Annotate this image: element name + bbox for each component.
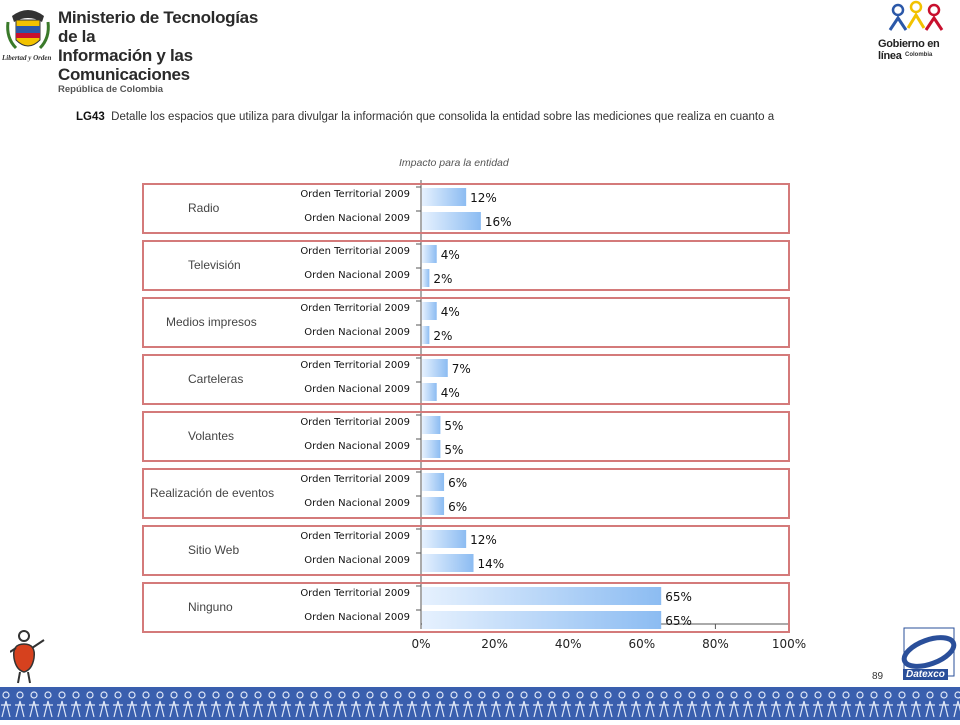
footer-figure-icon (239, 692, 249, 717)
series-label: Orden Nacional 2009 (304, 270, 410, 281)
footer-figure-icon (463, 692, 473, 717)
footer-figure-icon (141, 692, 151, 717)
x-tick-label: 60% (628, 637, 656, 651)
footer-figure-icon (169, 692, 179, 717)
bar (422, 554, 474, 572)
footer-figure-icon (225, 692, 235, 717)
category-label: Carteleras (188, 372, 244, 386)
ministry-country: República de Colombia (58, 84, 164, 95)
footer-figure-icon (85, 692, 95, 717)
series-label: Orden Nacional 2009 (304, 555, 410, 566)
footer-figure-icon (71, 692, 81, 717)
series-label: Orden Territorial 2009 (300, 417, 410, 428)
question-body: Detalle los espacios que utiliza para divulgar la información que consolida la entidad sobre las mediciones que realiza en cuanto a (111, 111, 775, 123)
footer-figure-icon (841, 692, 851, 717)
bar (422, 269, 429, 287)
footer-figure-icon (99, 692, 109, 717)
series-label: Orden Territorial 2009 (300, 588, 410, 599)
bar (422, 473, 444, 491)
footer-figure-icon (505, 692, 515, 717)
footer-figure-icon (533, 692, 543, 717)
category-label: Volantes (188, 429, 235, 443)
data-label: 7% (451, 362, 471, 376)
footer-figure-icon (855, 692, 865, 717)
footer-figure-icon (575, 692, 585, 717)
data-label: 65% (665, 590, 692, 604)
series-label: Orden Territorial 2009 (300, 303, 410, 314)
footer-figure-icon (631, 692, 641, 717)
series-label: Orden Nacional 2009 (304, 612, 410, 623)
footer-figure-icon (15, 692, 25, 717)
footer-figure-icon (281, 692, 291, 717)
footer-figure-icon (365, 692, 375, 717)
series-label: Orden Nacional 2009 (304, 441, 410, 452)
footer-figure-icon (701, 692, 711, 717)
bar (422, 611, 661, 629)
data-label: 65% (665, 614, 692, 628)
footer-figures-pattern (0, 687, 960, 720)
data-label: 12% (470, 191, 497, 205)
series-label: Orden Territorial 2009 (300, 360, 410, 371)
data-label: 16% (484, 215, 512, 229)
bar (422, 530, 466, 548)
series-label: Orden Territorial 2009 (300, 189, 410, 200)
group-box (143, 412, 789, 461)
footer-figure-icon (869, 692, 879, 717)
series-label: Orden Territorial 2009 (300, 474, 410, 485)
footer-figure-icon (449, 692, 459, 717)
footer-figure-icon (813, 692, 823, 717)
footer-figure-icon (1, 692, 11, 717)
footer-figure-icon (183, 692, 193, 717)
bar (422, 416, 440, 434)
footer-figure-icon (953, 692, 960, 717)
page-number: 89 (872, 671, 884, 682)
footer-figure-icon (547, 692, 557, 717)
bar (422, 302, 437, 320)
footer-figure-icon (519, 692, 529, 717)
data-label: 5% (444, 419, 464, 433)
category-label: Ninguno (188, 600, 233, 614)
footer-band (0, 687, 960, 720)
footer-figure-icon (295, 692, 305, 717)
footer-figure-icon (827, 692, 837, 717)
category-label: Televisión (188, 258, 241, 272)
ministry-line-2: Información y las Comunicaciones (58, 46, 193, 84)
x-tick-label: 0% (411, 637, 431, 651)
footer-figure-icon (715, 692, 725, 717)
footer-figure-icon (561, 692, 571, 717)
footer-figure-icon (491, 692, 501, 717)
series-label: Orden Territorial 2009 (300, 531, 410, 542)
footer-figure-icon (729, 692, 739, 717)
question-code: LG43 (76, 111, 105, 123)
footer-figure-icon (29, 692, 39, 717)
data-label: 4% (440, 386, 460, 400)
bar (422, 212, 481, 230)
datexco-brand: Datexco (903, 669, 948, 680)
footer-figure-icon (659, 692, 669, 717)
series-label: Orden Nacional 2009 (304, 498, 410, 509)
category-label: Realización de eventos (150, 486, 275, 500)
footer-figure-icon (197, 692, 207, 717)
bar (422, 326, 429, 344)
footer-figure-icon (687, 692, 697, 717)
data-label: 4% (440, 248, 460, 262)
footer-figure-icon (743, 692, 753, 717)
footer-figure-icon (883, 692, 893, 717)
footer-figure-icon (589, 692, 599, 717)
footer-figure-icon (43, 692, 53, 717)
x-tick-label: 80% (702, 637, 729, 651)
x-tick-label: 20% (481, 637, 508, 651)
bar (422, 497, 444, 515)
series-label: Orden Nacional 2009 (304, 384, 410, 395)
footer-figure-icon (267, 692, 277, 717)
series-label: Orden Territorial 2009 (300, 246, 410, 257)
footer-figure-icon (757, 692, 767, 717)
footer-figure-icon (799, 692, 809, 717)
x-tick-label: 40% (554, 637, 582, 651)
category-label: Medios impresos (166, 315, 257, 329)
footer-figure-icon (771, 692, 781, 717)
footer-figure-icon (435, 692, 445, 717)
bar (422, 188, 466, 206)
footer-figure-icon (113, 692, 123, 717)
category-label: Sitio Web (188, 543, 240, 557)
data-label: 12% (470, 533, 497, 547)
bar (422, 245, 437, 263)
footer-figure-icon (351, 692, 361, 717)
footer-figure-icon (421, 692, 431, 717)
data-label: 2% (433, 272, 453, 286)
footer-figure-icon (57, 692, 67, 717)
footer-figure-icon (127, 692, 137, 717)
footer-figure-icon (785, 692, 795, 717)
footer-figure-icon (673, 692, 683, 717)
coat-motto: Libertad y Orden (2, 54, 52, 62)
mascot-figure-icon (10, 628, 46, 684)
footer-figure-icon (309, 692, 319, 717)
data-label: 2% (433, 329, 453, 343)
footer-figure-icon (911, 692, 921, 717)
gobierno-en-linea-country: Colombia (905, 52, 933, 58)
category-label: Radio (188, 201, 220, 215)
footer-figure-icon (379, 692, 389, 717)
footer-figure-icon (925, 692, 935, 717)
footer-figure-icon (253, 692, 263, 717)
footer-figure-icon (645, 692, 655, 717)
footer-figure-icon (939, 692, 949, 717)
footer-figure-icon (407, 692, 417, 717)
bar (422, 359, 448, 377)
series-label: Orden Nacional 2009 (304, 327, 410, 338)
chart-subtitle: Impacto para la entidad (399, 157, 509, 169)
footer-figure-icon (155, 692, 165, 717)
footer-figure-icon (897, 692, 907, 717)
data-label: 5% (444, 443, 464, 457)
data-label: 6% (448, 476, 468, 490)
footer-figure-icon (211, 692, 221, 717)
footer-figure-icon (393, 692, 403, 717)
gobierno-en-linea-brand: Gobierno en línea (878, 38, 940, 62)
footer-figure-icon (337, 692, 347, 717)
footer-figure-icon (323, 692, 333, 717)
x-tick-label: 100% (771, 637, 807, 651)
data-label: 14% (477, 557, 505, 571)
footer-figure-icon (477, 692, 487, 717)
footer-figure-icon (603, 692, 613, 717)
bar (422, 440, 440, 458)
series-label: Orden Nacional 2009 (304, 213, 410, 224)
bar (422, 587, 661, 605)
ministry-line-1: Ministerio de Tecnologías de la (58, 8, 258, 46)
data-label: 6% (448, 500, 468, 514)
footer-figure-icon (617, 692, 627, 717)
data-label: 4% (440, 305, 460, 319)
bar (422, 383, 437, 401)
